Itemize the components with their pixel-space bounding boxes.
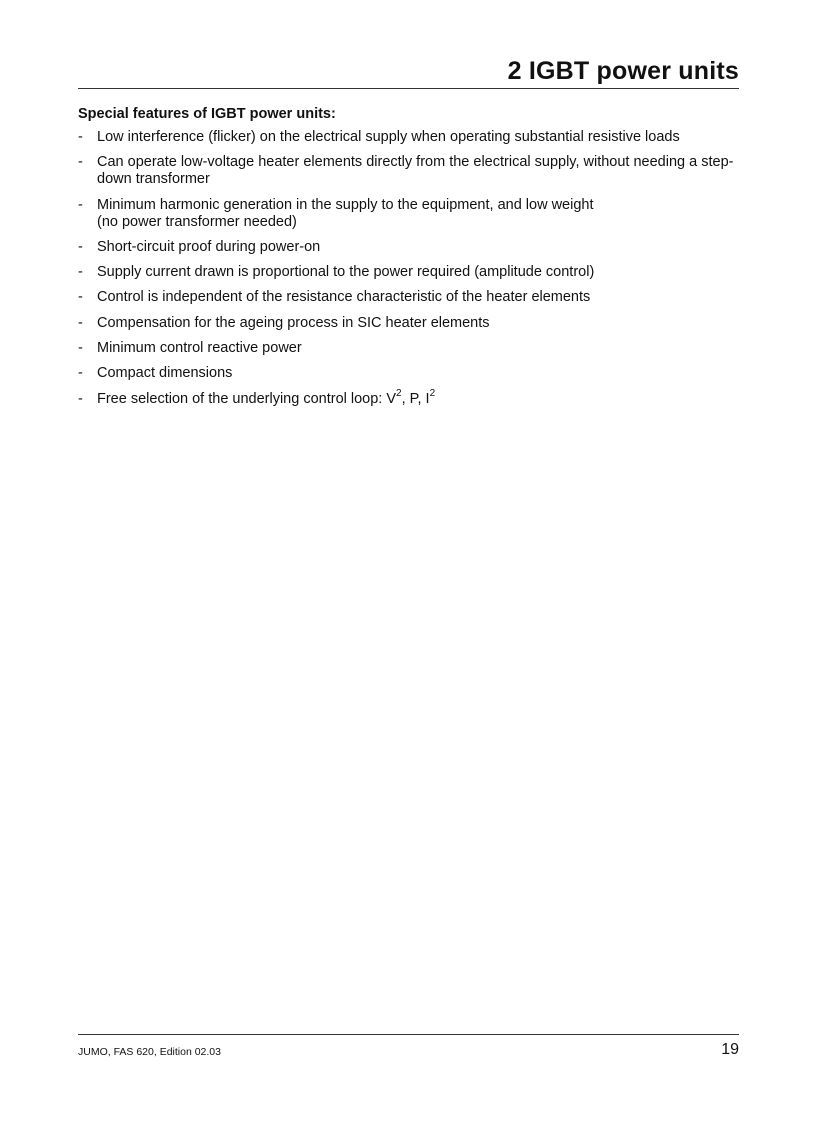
dash-bullet: -	[78, 264, 83, 281]
list-item-text: Compensation for the ageing process in SIC heater elements	[97, 314, 490, 331]
superscript-v: 2	[396, 387, 402, 399]
list-item-text: Control is independent of the resistance characteristic of the heater elements	[97, 289, 591, 306]
list-item-text	[97, 387, 739, 408]
page-number: 19	[721, 1041, 739, 1058]
superscript-i: 2	[429, 387, 436, 399]
list-item-text: Compact dimensions	[97, 365, 233, 382]
list-item-text: Supply current drawn is proportional to the power required (amplitude control)	[97, 264, 595, 281]
control-loop-text-mid: , P, I	[401, 390, 430, 407]
list-item	[78, 315, 739, 332]
list-item	[78, 387, 739, 408]
section-heading: Special features of IGBT power units:	[78, 106, 336, 122]
list-item	[78, 264, 739, 281]
list-item-text: Minimum control reactive power	[97, 340, 302, 357]
footer-edition-text: JUMO, FAS 620, Edition 02.03	[78, 1046, 221, 1058]
dash-bullet: -	[78, 314, 83, 331]
list-item	[78, 340, 739, 357]
list-item	[78, 289, 739, 306]
list-item-text: Can operate low-voltage heater elements directly from the electrical supply, without needing a step-down transformer	[97, 154, 734, 188]
feature-list	[78, 129, 739, 408]
dash-bullet: -	[78, 390, 83, 407]
dash-bullet: -	[78, 365, 83, 382]
dash-bullet: -	[78, 129, 83, 145]
document-content	[78, 105, 739, 416]
page-footer	[78, 1034, 739, 1065]
list-item-text: Minimum harmonic generation in the supply to the equipment, and low weight	[97, 196, 594, 213]
dash-bullet: -	[78, 238, 83, 255]
dash-bullet: -	[78, 154, 83, 171]
list-item	[78, 129, 739, 146]
control-loop-text: Free selection of the underlying control loop: V	[97, 390, 397, 407]
list-item-text-continued: (no power transformer needed)	[97, 213, 297, 230]
dash-bullet: -	[78, 289, 83, 306]
dash-bullet: -	[78, 196, 83, 213]
list-item	[78, 239, 739, 256]
list-item-text: Short-circuit proof during power-on	[97, 238, 321, 255]
dash-bullet: -	[78, 340, 83, 357]
list-item	[78, 365, 739, 382]
page-header	[78, 52, 739, 89]
list-item-text: Low interference (flicker) on the electrical supply when operating substantial resistive loads	[97, 129, 680, 145]
list-item	[78, 154, 739, 188]
page-title: 2 IGBT power units	[507, 57, 739, 85]
list-item	[78, 197, 739, 231]
